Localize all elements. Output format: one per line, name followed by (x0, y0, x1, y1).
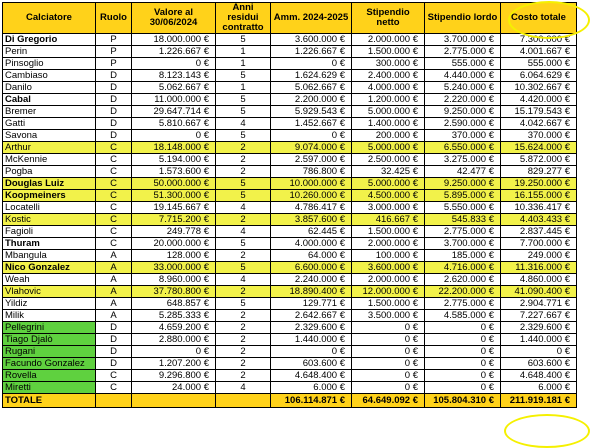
costo-cell: 19.250.000 € (501, 178, 577, 190)
calciatore-cell: Savona (3, 130, 96, 142)
lordo-cell: 0 € (425, 322, 501, 334)
lordo-cell: 9.250.000 € (425, 106, 501, 118)
anni-cell: 2 (216, 310, 271, 322)
netto-cell: 0 € (352, 334, 425, 346)
ruolo-cell: C (96, 382, 132, 394)
anni-cell: 4 (216, 226, 271, 238)
col-calciatore-header: Calciatore (3, 3, 96, 34)
calciatore-cell: Rugani (3, 346, 96, 358)
amm-cell: 786.800 € (271, 166, 352, 178)
calciatore-cell: Locatelli (3, 202, 96, 214)
lordo-cell: 0 € (425, 370, 501, 382)
lordo-cell: 370.000 € (425, 130, 501, 142)
total-lordo: 105.804.310 € (425, 394, 501, 408)
anni-cell: 5 (216, 262, 271, 274)
table-row (3, 142, 577, 154)
anni-cell: 2 (216, 346, 271, 358)
table-row (3, 274, 577, 286)
anni-cell: 5 (216, 34, 271, 46)
costo-cell: 0 € (501, 346, 577, 358)
calciatore-cell: Miretti (3, 382, 96, 394)
lordo-cell: 0 € (425, 346, 501, 358)
table-row (3, 310, 577, 322)
table-row (3, 202, 577, 214)
costo-cell: 10.302.667 € (501, 82, 577, 94)
costo-cell: 7.227.667 € (501, 310, 577, 322)
col-costo-header: Costo totale (501, 3, 577, 34)
costo-cell: 2.904.771 € (501, 298, 577, 310)
calciatore-cell: Tiago Djalò (3, 334, 96, 346)
costo-cell: 4.420.000 € (501, 94, 577, 106)
table-row (3, 118, 577, 130)
costo-cell: 4.001.667 € (501, 46, 577, 58)
ruolo-cell: C (96, 190, 132, 202)
col-lordo-header: Stipendio lordo (425, 3, 501, 34)
anni-cell: 2 (216, 142, 271, 154)
calciatore-cell: Cambiaso (3, 70, 96, 82)
table-row (3, 214, 577, 226)
valore-cell: 37.780.800 € (132, 286, 216, 298)
lordo-cell: 5.240.000 € (425, 82, 501, 94)
amm-cell: 9.074.000 € (271, 142, 352, 154)
netto-cell: 32.425 € (352, 166, 425, 178)
anni-cell: 5 (216, 298, 271, 310)
lordo-cell: 2.620.000 € (425, 274, 501, 286)
ruolo-cell: A (96, 310, 132, 322)
calciatore-cell: Nico Gonzalez (3, 262, 96, 274)
total-costo: 211.919.181 € (501, 394, 577, 408)
lordo-cell: 3.275.000 € (425, 154, 501, 166)
lordo-cell: 6.550.000 € (425, 142, 501, 154)
valore-cell: 5.194.000 € (132, 154, 216, 166)
calciatore-cell: Yildiz (3, 298, 96, 310)
valore-cell: 8.123.143 € (132, 70, 216, 82)
ruolo-cell: C (96, 202, 132, 214)
amm-cell: 603.600 € (271, 358, 352, 370)
lordo-cell: 2.775.000 € (425, 46, 501, 58)
valore-cell: 8.960.000 € (132, 274, 216, 286)
calciatore-cell: Gatti (3, 118, 96, 130)
lordo-cell: 0 € (425, 358, 501, 370)
amm-cell: 1.440.000 € (271, 334, 352, 346)
calciatore-cell: Milik (3, 310, 96, 322)
lordo-cell: 4.585.000 € (425, 310, 501, 322)
calciatore-cell: Pogba (3, 166, 96, 178)
amm-cell: 4.000.000 € (271, 238, 352, 250)
table-row (3, 70, 577, 82)
costo-cell: 4.042.667 € (501, 118, 577, 130)
calciatore-cell: Thuram (3, 238, 96, 250)
lordo-cell: 4.716.000 € (425, 262, 501, 274)
ruolo-cell: A (96, 262, 132, 274)
calciatore-cell: Mbangula (3, 250, 96, 262)
total-empty-cell (216, 394, 271, 408)
calciatore-cell: Bremer (3, 106, 96, 118)
costo-cell: 2.837.445 € (501, 226, 577, 238)
table-row (3, 358, 577, 370)
lordo-cell: 2.775.000 € (425, 226, 501, 238)
amm-cell: 0 € (271, 346, 352, 358)
anni-cell: 5 (216, 94, 271, 106)
netto-cell: 1.500.000 € (352, 298, 425, 310)
ruolo-cell: A (96, 274, 132, 286)
valore-cell: 20.000.000 € (132, 238, 216, 250)
anni-cell: 5 (216, 70, 271, 82)
player-cost-table (2, 2, 577, 408)
netto-cell: 2.000.000 € (352, 34, 425, 46)
ruolo-cell: D (96, 118, 132, 130)
ruolo-cell: C (96, 226, 132, 238)
anni-cell: 5 (216, 130, 271, 142)
amm-cell: 1.226.667 € (271, 46, 352, 58)
table-row (3, 34, 577, 46)
calciatore-cell: Pinsoglio (3, 58, 96, 70)
anni-cell: 2 (216, 166, 271, 178)
anni-cell: 1 (216, 82, 271, 94)
lordo-cell: 185.000 € (425, 250, 501, 262)
costo-cell: 15.624.000 € (501, 142, 577, 154)
netto-cell: 1.500.000 € (352, 46, 425, 58)
lordo-cell: 5.550.000 € (425, 202, 501, 214)
ruolo-cell: D (96, 322, 132, 334)
costo-cell: 5.872.000 € (501, 154, 577, 166)
ruolo-cell: D (96, 346, 132, 358)
calciatore-cell: Danilo (3, 82, 96, 94)
amm-cell: 4.786.417 € (271, 202, 352, 214)
netto-cell: 3.000.000 € (352, 202, 425, 214)
table-row (3, 154, 577, 166)
ruolo-cell: C (96, 238, 132, 250)
calciatore-cell: Douglas Luiz (3, 178, 96, 190)
valore-cell: 2.880.000 € (132, 334, 216, 346)
lordo-cell: 42.477 € (425, 166, 501, 178)
valore-cell: 18.000.000 € (132, 34, 216, 46)
total-netto: 64.649.092 € (352, 394, 425, 408)
amm-cell: 129.771 € (271, 298, 352, 310)
costo-cell: 555.000 € (501, 58, 577, 70)
calciatore-cell: Cabal (3, 94, 96, 106)
amm-cell: 18.890.400 € (271, 286, 352, 298)
netto-cell: 4.500.000 € (352, 190, 425, 202)
netto-cell: 12.000.000 € (352, 286, 425, 298)
netto-cell: 3.600.000 € (352, 262, 425, 274)
costo-cell: 370.000 € (501, 130, 577, 142)
valore-cell: 0 € (132, 346, 216, 358)
lordo-cell: 9.250.000 € (425, 178, 501, 190)
anni-cell: 5 (216, 178, 271, 190)
table-row (3, 346, 577, 358)
amm-cell: 10.000.000 € (271, 178, 352, 190)
table-row (3, 250, 577, 262)
amm-cell: 5.929.543 € (271, 106, 352, 118)
amm-cell: 10.260.000 € (271, 190, 352, 202)
lordo-cell: 0 € (425, 382, 501, 394)
ruolo-cell: C (96, 166, 132, 178)
anni-cell: 2 (216, 334, 271, 346)
costo-cell: 249.000 € (501, 250, 577, 262)
netto-cell: 1.200.000 € (352, 94, 425, 106)
table-row (3, 178, 577, 190)
netto-cell: 2.500.000 € (352, 154, 425, 166)
ruolo-cell: D (96, 334, 132, 346)
costo-cell: 11.316.000 € (501, 262, 577, 274)
amm-cell: 3.857.600 € (271, 214, 352, 226)
valore-cell: 249.778 € (132, 226, 216, 238)
costo-cell: 6.000 € (501, 382, 577, 394)
netto-cell: 0 € (352, 382, 425, 394)
col-netto-header: Stipendio netto (352, 3, 425, 34)
anni-cell: 2 (216, 214, 271, 226)
amm-cell: 0 € (271, 130, 352, 142)
anni-cell: 1 (216, 58, 271, 70)
valore-cell: 7.715.200 € (132, 214, 216, 226)
valore-cell: 5.810.667 € (132, 118, 216, 130)
calciatore-cell: Di Gregorio (3, 34, 96, 46)
valore-cell: 128.000 € (132, 250, 216, 262)
netto-cell: 5.000.000 € (352, 106, 425, 118)
anni-cell: 5 (216, 238, 271, 250)
anni-cell: 2 (216, 322, 271, 334)
amm-cell: 5.062.667 € (271, 82, 352, 94)
costo-cell: 2.329.600 € (501, 322, 577, 334)
costo-cell: 4.860.000 € (501, 274, 577, 286)
valore-cell: 5.062.667 € (132, 82, 216, 94)
valore-cell: 51.300.000 € (132, 190, 216, 202)
anni-cell: 2 (216, 154, 271, 166)
amm-cell: 6.600.000 € (271, 262, 352, 274)
calciatore-cell: Kostic (3, 214, 96, 226)
table-row (3, 94, 577, 106)
costo-cell: 1.440.000 € (501, 334, 577, 346)
valore-cell: 1.573.600 € (132, 166, 216, 178)
amm-cell: 2.642.667 € (271, 310, 352, 322)
costo-cell: 4.403.433 € (501, 214, 577, 226)
netto-cell: 0 € (352, 358, 425, 370)
valore-cell: 4.659.200 € (132, 322, 216, 334)
anni-cell: 2 (216, 250, 271, 262)
table-row (3, 262, 577, 274)
valore-cell: 11.000.000 € (132, 94, 216, 106)
table-row (3, 58, 577, 70)
costo-cell: 41.090.400 € (501, 286, 577, 298)
netto-cell: 5.000.000 € (352, 142, 425, 154)
netto-cell: 3.500.000 € (352, 310, 425, 322)
ruolo-cell: C (96, 214, 132, 226)
lordo-cell: 3.700.000 € (425, 34, 501, 46)
table-row (3, 322, 577, 334)
table-row (3, 238, 577, 250)
header-row (3, 3, 577, 34)
netto-cell: 2.400.000 € (352, 70, 425, 82)
anni-cell: 5 (216, 190, 271, 202)
netto-cell: 300.000 € (352, 58, 425, 70)
table-row (3, 106, 577, 118)
netto-cell: 1.500.000 € (352, 226, 425, 238)
netto-cell: 2.000.000 € (352, 274, 425, 286)
amm-cell: 6.000 € (271, 382, 352, 394)
ruolo-cell: D (96, 94, 132, 106)
anni-cell: 5 (216, 106, 271, 118)
ruolo-cell: D (96, 82, 132, 94)
amm-cell: 4.648.400 € (271, 370, 352, 382)
calciatore-cell: Weah (3, 274, 96, 286)
ruolo-cell: A (96, 286, 132, 298)
total-empty-cell (132, 394, 216, 408)
table-row (3, 130, 577, 142)
table-row (3, 226, 577, 238)
ruolo-cell: P (96, 34, 132, 46)
anni-cell: 4 (216, 274, 271, 286)
netto-cell: 0 € (352, 370, 425, 382)
calciatore-cell: Vlahovic (3, 286, 96, 298)
ruolo-cell: D (96, 130, 132, 142)
ruolo-cell: P (96, 46, 132, 58)
netto-cell: 5.000.000 € (352, 178, 425, 190)
netto-cell: 2.000.000 € (352, 238, 425, 250)
amm-cell: 1.624.629 € (271, 70, 352, 82)
anni-cell: 2 (216, 370, 271, 382)
table-row (3, 370, 577, 382)
table-row (3, 82, 577, 94)
costo-cell: 4.648.400 € (501, 370, 577, 382)
lordo-cell: 545.833 € (425, 214, 501, 226)
netto-cell: 0 € (352, 346, 425, 358)
table-row (3, 46, 577, 58)
valore-cell: 24.000 € (132, 382, 216, 394)
lordo-cell: 3.700.000 € (425, 238, 501, 250)
ruolo-cell: D (96, 70, 132, 82)
table-row (3, 286, 577, 298)
costo-cell: 15.179.543 € (501, 106, 577, 118)
calciatore-cell: Rovella (3, 370, 96, 382)
ruolo-cell: P (96, 58, 132, 70)
amm-cell: 2.200.000 € (271, 94, 352, 106)
ruolo-cell: A (96, 298, 132, 310)
total-costo-circle (504, 414, 590, 448)
calciatore-cell: Arthur (3, 142, 96, 154)
costo-cell: 829.277 € (501, 166, 577, 178)
valore-cell: 18.148.000 € (132, 142, 216, 154)
netto-cell: 4.000.000 € (352, 82, 425, 94)
amm-cell: 62.445 € (271, 226, 352, 238)
anni-cell: 4 (216, 202, 271, 214)
lordo-cell: 0 € (425, 334, 501, 346)
lordo-cell: 555.000 € (425, 58, 501, 70)
ruolo-cell: C (96, 178, 132, 190)
amm-cell: 1.452.667 € (271, 118, 352, 130)
costo-cell: 7.300.000 € (501, 34, 577, 46)
netto-cell: 1.400.000 € (352, 118, 425, 130)
table-row (3, 298, 577, 310)
ruolo-cell: A (96, 250, 132, 262)
amm-cell: 0 € (271, 58, 352, 70)
netto-cell: 416.667 € (352, 214, 425, 226)
costo-cell: 7.700.000 € (501, 238, 577, 250)
total-label: TOTALE (3, 394, 96, 408)
costo-cell: 10.336.417 € (501, 202, 577, 214)
lordo-cell: 4.440.000 € (425, 70, 501, 82)
anni-cell: 2 (216, 286, 271, 298)
valore-cell: 33.000.000 € (132, 262, 216, 274)
lordo-cell: 5.895.000 € (425, 190, 501, 202)
calciatore-cell: Fagioli (3, 226, 96, 238)
amm-cell: 2.329.600 € (271, 322, 352, 334)
valore-cell: 19.145.667 € (132, 202, 216, 214)
valore-cell: 0 € (132, 130, 216, 142)
ruolo-cell: C (96, 142, 132, 154)
costo-cell: 6.064.629 € (501, 70, 577, 82)
valore-cell: 0 € (132, 58, 216, 70)
anni-cell: 1 (216, 46, 271, 58)
table-row (3, 190, 577, 202)
ruolo-cell: C (96, 154, 132, 166)
calciatore-cell: Pellegrini (3, 322, 96, 334)
ruolo-cell: D (96, 358, 132, 370)
valore-cell: 29.647.714 € (132, 106, 216, 118)
total-amm: 106.114.871 € (271, 394, 352, 408)
col-amm-header: Amm. 2024-2025 (271, 3, 352, 34)
table-row (3, 166, 577, 178)
netto-cell: 100.000 € (352, 250, 425, 262)
valore-cell: 50.000.000 € (132, 178, 216, 190)
calciatore-cell: Perin (3, 46, 96, 58)
col-valore-header: Valore al 30/06/2024 (132, 3, 216, 34)
lordo-cell: 22.200.000 € (425, 286, 501, 298)
calciatore-cell: McKennie (3, 154, 96, 166)
valore-cell: 5.285.333 € (132, 310, 216, 322)
costo-cell: 603.600 € (501, 358, 577, 370)
netto-cell: 200.000 € (352, 130, 425, 142)
netto-cell: 0 € (352, 322, 425, 334)
valore-cell: 1.226.667 € (132, 46, 216, 58)
table-row (3, 334, 577, 346)
total-empty-cell (96, 394, 132, 408)
table-row (3, 382, 577, 394)
col-ruolo-header: Ruolo (96, 3, 132, 34)
valore-cell: 648.857 € (132, 298, 216, 310)
costo-cell: 16.155.000 € (501, 190, 577, 202)
amm-cell: 3.600.000 € (271, 34, 352, 46)
anni-cell: 2 (216, 358, 271, 370)
lordo-cell: 2.220.000 € (425, 94, 501, 106)
lordo-cell: 2.775.000 € (425, 298, 501, 310)
ruolo-cell: C (96, 370, 132, 382)
calciatore-cell: Facundo Gonzalez (3, 358, 96, 370)
amm-cell: 64.000 € (271, 250, 352, 262)
valore-cell: 1.207.200 € (132, 358, 216, 370)
amm-cell: 2.240.000 € (271, 274, 352, 286)
anni-cell: 4 (216, 118, 271, 130)
col-anni-header: Anni residui contratto (216, 3, 271, 34)
total-row (3, 394, 577, 408)
lordo-cell: 2.590.000 € (425, 118, 501, 130)
valore-cell: 9.296.800 € (132, 370, 216, 382)
calciatore-cell: Koopmeiners (3, 190, 96, 202)
amm-cell: 2.597.000 € (271, 154, 352, 166)
anni-cell: 4 (216, 382, 271, 394)
ruolo-cell: D (96, 106, 132, 118)
